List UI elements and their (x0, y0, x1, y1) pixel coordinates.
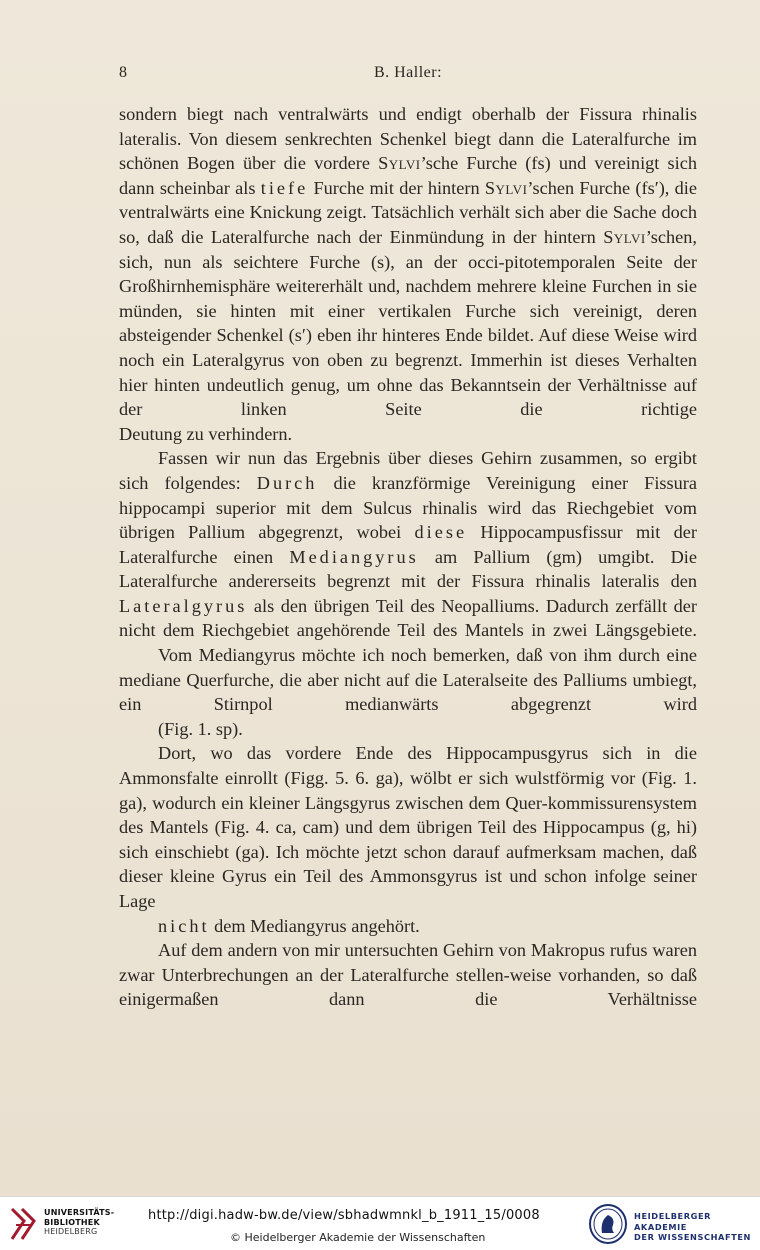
university-library-logo-icon (8, 1205, 40, 1243)
academy-seal-icon (588, 1203, 628, 1245)
viewer-footer (0, 1196, 760, 1250)
body-text (119, 102, 697, 1012)
paragraph-5: Auf dem andern von mir untersuchten Gehirn von Makropus rufus waren zwar Unterbrechungen an der Lateralfurche stellen-weise vorhanden, so daß einigermaßen dann die Verhältnisse (119, 940, 697, 1010)
paragraph-2: Fassen wir nun das Ergebnis über dieses Gehirn zusammen, so ergibt sich folgendes: Durch die kranzförmige Vereinigung einer Fissura hippocampi superior mit dem Sulcus rhinalis wird das Riechgebiet vom übrigen Pallium abgegrenzt, wobei diese Hippocampusfissur mit der Lateralfurche einen Mediangyrus am Pallium (gm) umgibt. Die Lateralfurche andererseits begrenzt mit der Fissura rhinalis lateralis den Lateralgyrus als den übrigen Teil des Neopalliums. Dadurch zerfällt der nicht dem Riechgebiet angehörende Teil des Mantels in zwei Längsgebiete. (119, 448, 698, 641)
paragraph-4: Dort, wo das vordere Ende des Hippocampusgyrus sich in die Ammonsfalte einrollt (Figg. 5. 6. ga), wölbt er sich wulstförmig vor (Fig. 1. ga), wodurch ein kleiner Längsgyrus zwischen dem Quer-kommissurensystem des Mantels (Fig. 4. ca, cam) und dem übrigen Teil des Hippocampus (g, hi) sich einschiebt (ga). Ich möchte jetzt schon darauf aufmerksam machen, daß dieser kleine Gyrus ein Teil des Ammonsgyrus ist und schon infolge seiner Lage nicht dem Mediangyrus angehört. (119, 743, 697, 936)
running-head: B. Haller: (373, 64, 443, 81)
copyright-notice: © Heidelberger Akademie der Wissenschaften (230, 1231, 486, 1244)
university-library-name: UNIVERSITÄTS- BIBLIOTHEK HEIDELBERG (44, 1208, 115, 1236)
paragraph-3: Vom Mediangyrus möchte ich noch bemerken, daß von ihm durch eine mediane Querfurche, die aber nicht auf die Lateralseite des Palliums umbiegt, ein Stirnpol medianwärts abgegrenzt wird (Fig. 1. sp). (119, 645, 697, 739)
paragraph-1: sondern biegt nach ventralwärts und endigt oberhalb der Fissura rhinalis lateralis. Von diesem senkrechten Schenkel biegt dann die Lateralfurche im schönen Bogen über die vordere Sylvi’sche Furche (fs) und vereinigt sich dann scheinbar als tiefe Furche mit der hintern Sylvi’schen Furche (fs′), die ventralwärts eine Knickung zeigt. Tatsächlich verhält sich aber die Sache doch so, daß die Lateralfurche nach der Einmündung in der hintern Sylvi’schen, sich, nun als seichtere Furche (s), an der occi-pitotemporalen Seite der Großhirnhemisphäre weitererhält und, nachdem mehrere kleine Furchen in sie münden, sie hinten mit einer vertikalen Furche sich vereinigt, deren absteigender Schenkel (s′) eben ihr hinteres Ende bildet. Auf diese Weise wird noch ein Lateralgyrus von oben zu begrenzt. Immerhin ist dieses Verhalten hier hinten undeutlich genug, um ohne das Bekanntsein der Verhältnisse auf der linken Seite die richtige Deutung zu verhindern. (119, 104, 697, 444)
academy-name: HEIDELBERGER AKADEMIE DER WISSENSCHAFTEN (634, 1211, 752, 1242)
page-number: 8 (119, 64, 128, 81)
permalink-url[interactable]: http://digi.hadw-bw.de/view/sbhadwmnkl_b_1911_15/0008 (148, 1208, 540, 1223)
page-header (119, 64, 697, 88)
